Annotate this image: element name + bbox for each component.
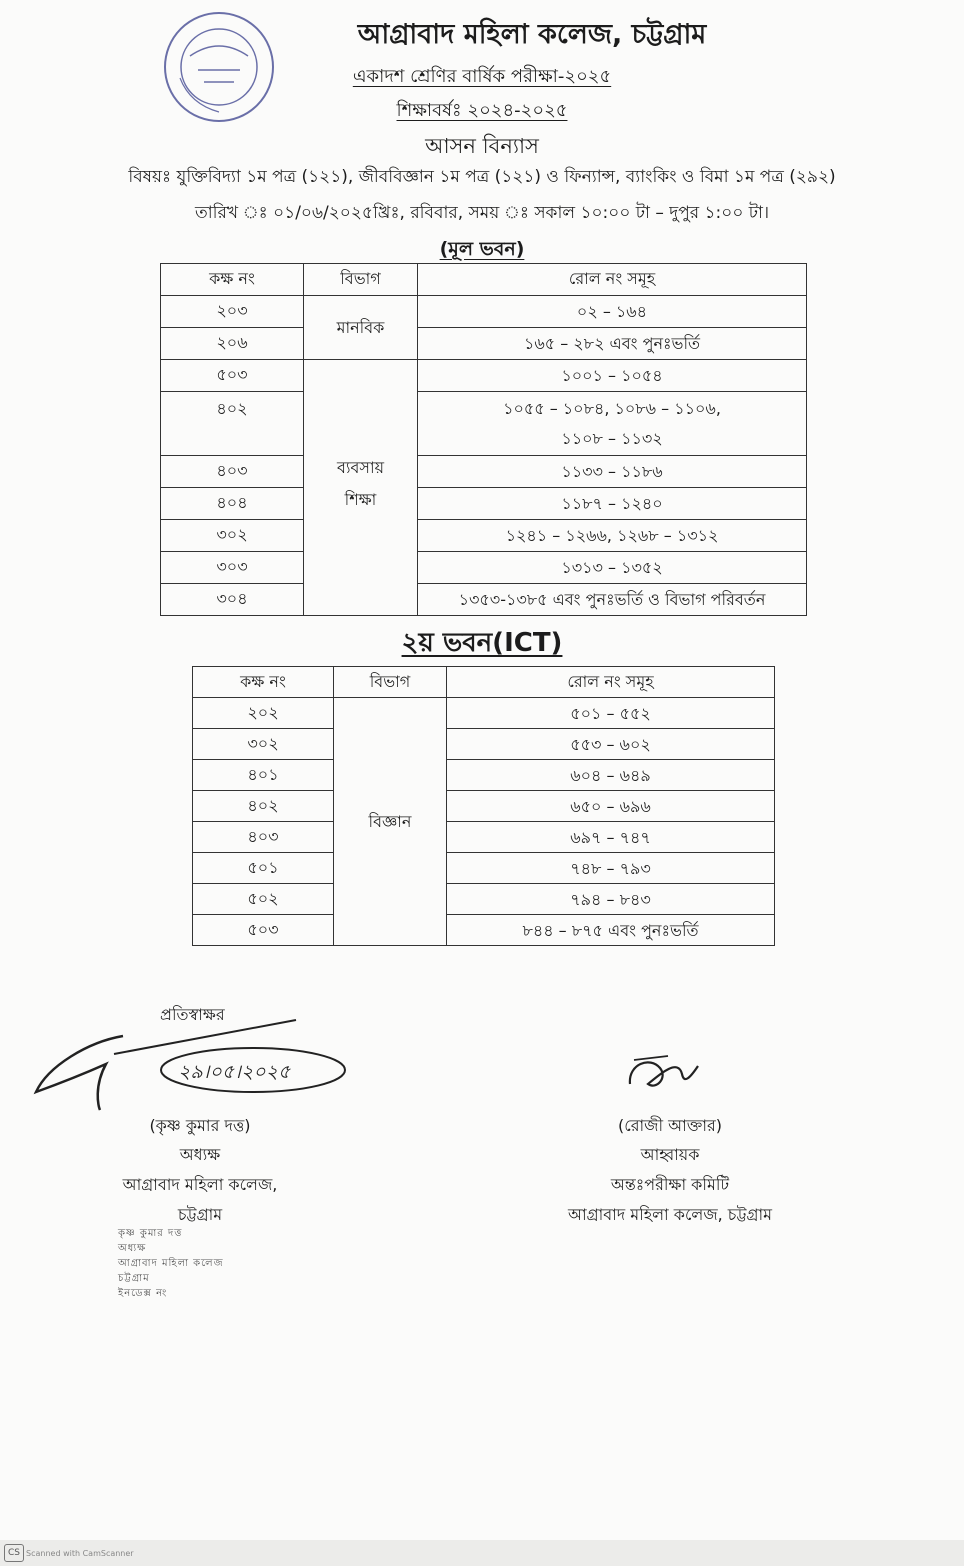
roll-range-cell bbox=[418, 520, 807, 552]
seat-plan-title: আসন বিন্যাস bbox=[425, 134, 539, 158]
department-name: শিক্ষা bbox=[344, 490, 377, 509]
convener-committee: অন্তঃপরীক্ষা কমিটি bbox=[610, 1175, 730, 1194]
scanner-label: Scanned with CamScanner bbox=[26, 1549, 134, 1558]
roll-range-cell bbox=[418, 296, 807, 328]
table-row bbox=[193, 915, 775, 946]
roll-range: ৬৯৭ – ৭৪৭ bbox=[570, 827, 651, 847]
room-cell: ৪০২ bbox=[161, 392, 304, 456]
countersign-label: প্রতিস্বাক্ষর bbox=[160, 1005, 225, 1024]
principal-signature-icon bbox=[28, 1014, 358, 1124]
principal-college: আগ্রাবাদ মহিলা কলেজ, bbox=[122, 1175, 278, 1194]
roll-range-cell bbox=[418, 328, 807, 360]
roll-range: ১১৮৭ – ১২৪০ bbox=[561, 493, 663, 513]
scanner-footer bbox=[0, 1540, 964, 1566]
room-cell: ৫০৩ bbox=[161, 360, 304, 392]
principal-title: অধ্যক্ষ bbox=[179, 1145, 221, 1164]
roll-range: ৬৫০ – ৬৯৬ bbox=[570, 796, 651, 816]
table-row bbox=[193, 698, 775, 729]
department-name: ব্যবসায় bbox=[336, 458, 385, 477]
main-building-title: (মূল ভবন) bbox=[439, 238, 525, 260]
roll-range-cell bbox=[447, 853, 775, 884]
principal-city: চট্টগ্রাম bbox=[177, 1205, 223, 1224]
roll-range: ১০৫৫ – ১০৮৪, ১০৮৬ – ১১০৬, bbox=[503, 398, 721, 418]
table-row bbox=[193, 884, 775, 915]
room-cell: ৫০২ bbox=[193, 884, 334, 915]
roll-range: ১১০৮ – ১১৩২ bbox=[561, 428, 663, 448]
table-row bbox=[161, 488, 807, 520]
roll-range: ১০০১ – ১০৫৪ bbox=[561, 365, 663, 385]
header-cell: বিভাগ bbox=[304, 264, 418, 296]
roll-range: ১১৩৩ – ১১৮৬ bbox=[561, 461, 663, 481]
principal-stamp: কৃষ্ণ কুমার দত্ত অধ্যক্ষ আগ্রাবাদ মহিলা কলেজ চট্টগ্রাম ইনডেক্স নং bbox=[118, 1228, 224, 1299]
table-row bbox=[193, 729, 775, 760]
room-cell: ৩০৩ bbox=[161, 552, 304, 584]
convener-college: আগ্রাবাদ মহিলা কলেজ, চট্টগ্রাম bbox=[567, 1205, 773, 1224]
roll-range: ১৬৫ – ২৮২ এবং পুনঃভর্তি bbox=[523, 333, 701, 353]
table-row bbox=[161, 520, 807, 552]
room-cell: ৩০২ bbox=[193, 729, 334, 760]
roll-range-cell bbox=[418, 552, 807, 584]
room-cell: ৫০১ bbox=[193, 853, 334, 884]
table-row bbox=[193, 822, 775, 853]
roll-range-cell bbox=[418, 360, 807, 392]
table-row bbox=[193, 853, 775, 884]
ict-building-title: ২য় ভবন(ICT) bbox=[401, 628, 563, 658]
convener-name: (রোজী আক্তার) bbox=[617, 1116, 723, 1135]
room-cell: ৪০৩ bbox=[193, 822, 334, 853]
exam-title: একাদশ শ্রেণির বার্ষিক পরীক্ষা-২০২৫ bbox=[352, 66, 612, 87]
roll-range-cell bbox=[447, 884, 775, 915]
room-cell: ৩০৪ bbox=[161, 584, 304, 616]
header-cell: কক্ষ নং bbox=[161, 264, 304, 296]
table-row bbox=[161, 392, 807, 456]
roll-range-cell bbox=[447, 822, 775, 853]
convener-signature-icon bbox=[620, 1044, 710, 1104]
roll-range: ৫০১ – ৫৫২ bbox=[570, 703, 651, 723]
roll-range-cell bbox=[447, 698, 775, 729]
department-cell bbox=[334, 698, 447, 946]
room-cell: ২০৩ bbox=[161, 296, 304, 328]
department-name: মানবিক bbox=[336, 317, 385, 337]
roll-range: ৭৯৪ – ৮৪৩ bbox=[570, 889, 651, 909]
header-cell: কক্ষ নং bbox=[193, 667, 334, 698]
table-row bbox=[161, 552, 807, 584]
roll-range-cell bbox=[447, 791, 775, 822]
signature-handwriting: ২৯।০৫।২০২৫ bbox=[178, 1061, 291, 1083]
roll-range: ১৩৫৩-১৩৮৫ এবং পুনঃভর্তি ও বিভাগ পরিবর্তন bbox=[458, 589, 766, 609]
roll-range: ৬০৪ – ৬৪৯ bbox=[570, 765, 651, 785]
ict-building-table bbox=[192, 666, 775, 946]
table-row bbox=[193, 791, 775, 822]
department-name: বিজ্ঞান bbox=[368, 811, 412, 831]
camscanner-icon: CS bbox=[4, 1544, 24, 1562]
date-time-line: তারিখ ঃ ০১/০৬/২০২৫খ্রিঃ, রবিবার, সময় ঃ সকাল ১০:০০ টা – দুপুর ১:০০ টা। bbox=[194, 203, 770, 223]
roll-range-cell bbox=[418, 392, 807, 456]
room-cell: ২০২ bbox=[193, 698, 334, 729]
room-cell: ৪০৩ bbox=[161, 456, 304, 488]
header-cell: বিভাগ bbox=[334, 667, 447, 698]
roll-range: ৮৪৪ – ৮৭৫ এবং পুনঃভর্তি bbox=[522, 920, 699, 940]
roll-range: ০২ – ১৬৪ bbox=[576, 301, 648, 321]
room-cell: ২০৬ bbox=[161, 328, 304, 360]
table-row bbox=[161, 584, 807, 616]
room-cell: ৪০২ bbox=[193, 791, 334, 822]
department-cell bbox=[304, 360, 418, 616]
subject-line: বিষয়ঃ যুক্তিবিদ্যা ১ম পত্র (১২১), জীববিজ্ঞান ১ম পত্র (১২১) ও ফিন্যান্স, ব্যাংকিং ও বিমা ১ম পত্র (২৯২) bbox=[128, 167, 836, 187]
department-cell bbox=[304, 296, 418, 360]
room-cell: ৪০৪ bbox=[161, 488, 304, 520]
roll-range: ৫৫৩ – ৬০২ bbox=[570, 734, 651, 754]
roll-range-cell bbox=[447, 760, 775, 791]
roll-range: ৭৪৮ – ৭৯৩ bbox=[570, 858, 651, 878]
session-year: শিক্ষাবর্ষঃ ২০২৪-২০২৫ bbox=[396, 100, 568, 121]
roll-range-cell bbox=[447, 729, 775, 760]
room-cell: ৩০২ bbox=[161, 520, 304, 552]
roll-range-cell bbox=[447, 915, 775, 946]
header-cell: রোল নং সমূহ bbox=[447, 667, 775, 698]
roll-range: ১৩১৩ – ১৩৫২ bbox=[561, 557, 663, 577]
principal-name: (কৃষ্ণ কুমার দত্ত) bbox=[149, 1116, 251, 1135]
header-cell: রোল নং সমূহ bbox=[418, 264, 807, 296]
roll-range-cell bbox=[418, 488, 807, 520]
table-row bbox=[161, 360, 807, 392]
table-row bbox=[161, 296, 807, 328]
convener-title: আহ্বায়ক bbox=[640, 1145, 700, 1164]
table-row bbox=[193, 760, 775, 791]
roll-range-cell bbox=[418, 456, 807, 488]
roll-range: ১২৪১ – ১২৬৬, ১২৬৮ – ১৩১২ bbox=[505, 525, 719, 545]
table-row bbox=[161, 456, 807, 488]
table-row bbox=[161, 328, 807, 360]
college-name: আগ্রাবাদ মহিলা কলেজ, চট্টগ্রাম bbox=[357, 19, 707, 50]
roll-range-cell bbox=[418, 584, 807, 616]
room-cell: ৫০৩ bbox=[193, 915, 334, 946]
main-building-table bbox=[160, 263, 807, 616]
room-cell: ৪০১ bbox=[193, 760, 334, 791]
